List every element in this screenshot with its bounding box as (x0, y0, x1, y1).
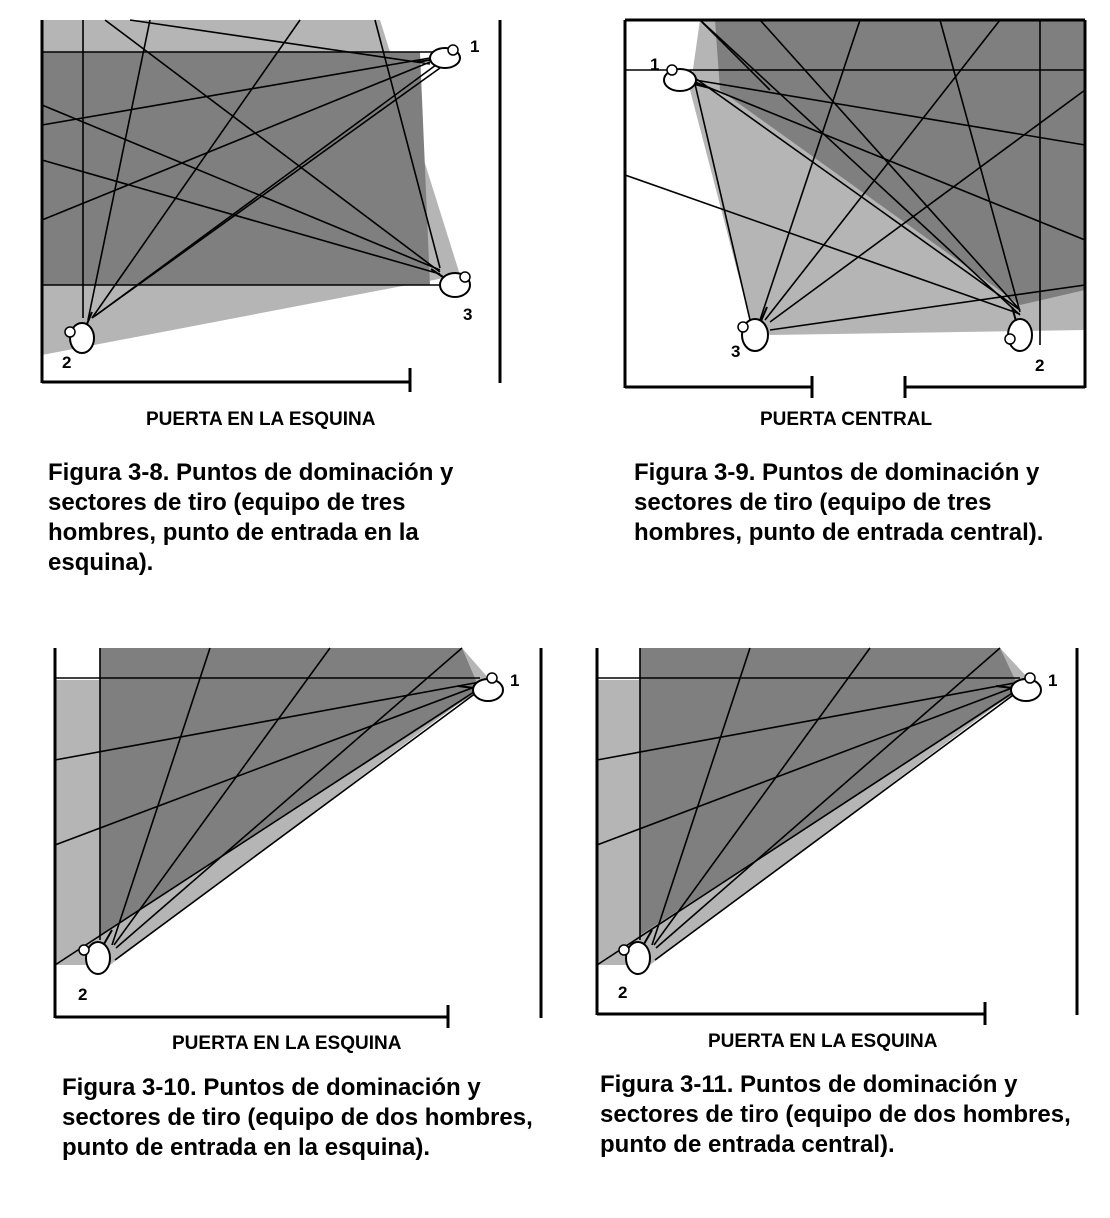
door-label: PUERTA EN LA ESQUINA (172, 1033, 402, 1054)
soldier-2-label: 2 (62, 353, 72, 372)
figure-caption: Figura 3-8. Puntos de dominación y sectores de tiro (equipo de tres hombres, punto de entrada en la esquina). (48, 459, 454, 576)
door-label: PUERTA EN LA ESQUINA (708, 1031, 938, 1052)
soldier-3-label: 3 (463, 305, 473, 324)
figure-caption: Figura 3-11. Puntos de dominación y sectores de tiro (equipo de dos hombres, punto de entrada central). (600, 1071, 1071, 1158)
soldier-3-label: 3 (731, 342, 741, 361)
figure-caption: Figura 3-9. Puntos de dominación y sectores de tiro (equipo de tres hombres, punto de entrada central). (634, 459, 1044, 546)
soldier-1-label: 1 (650, 55, 660, 74)
door-label: PUERTA EN LA ESQUINA (146, 409, 376, 430)
soldier-1-label: 1 (470, 37, 480, 56)
figure-caption: Figura 3-10. Puntos de dominación y sectores de tiro (equipo de dos hombres, punto de entrada en la esquina). (62, 1074, 533, 1161)
dark-sector (640, 648, 1020, 935)
door-label: PUERTA CENTRAL (760, 409, 933, 430)
soldier-2-label: 2 (618, 983, 628, 1002)
soldier-1-label: 1 (510, 671, 520, 690)
soldier-2-label: 2 (1035, 356, 1045, 375)
soldier-1-label: 1 (1048, 671, 1058, 690)
soldier-2-label: 2 (78, 985, 88, 1004)
